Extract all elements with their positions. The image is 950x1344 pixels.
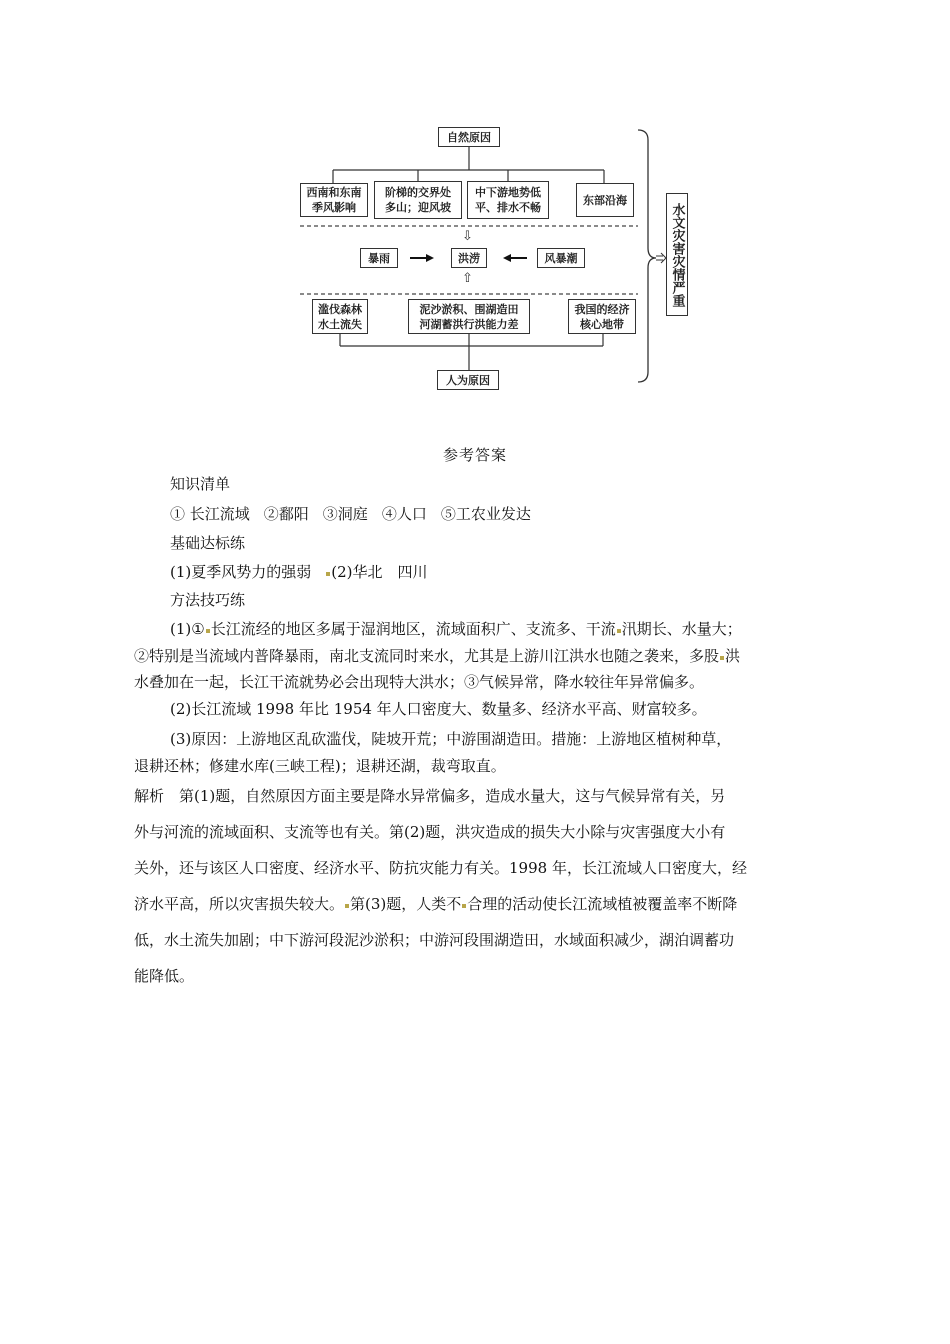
analysis-line4: 济水平高，所以灾害损失较大。 第(3)题，人类不 合理的活动使长江流域植被覆盖率不断降 <box>134 895 738 913</box>
analysis-line6: 能降低。 <box>134 967 195 985</box>
knowledge-item: ⑤工农业发达 <box>440 505 531 523</box>
flood-cause-diagram <box>0 0 950 400</box>
human-factor-deforestation: 滥伐森林 水土流失 <box>312 299 368 334</box>
stray-mark-icon <box>720 656 724 660</box>
knowledge-items <box>170 504 531 524</box>
section-basic: 基础达标练 <box>170 534 246 552</box>
human-cause-box: 人为原因 <box>437 370 499 390</box>
natural-factor-terrain: 阶梯的交界处 多山；迎风坡 <box>374 181 462 219</box>
method-q1-line3: 水叠加在一起，长江干流就势必会出现特大洪水；③气候异常，降水较往年异常偏多。 <box>134 673 705 691</box>
storm-surge-box: 风暴潮 <box>537 248 585 268</box>
rainstorm-box: 暴雨 <box>360 248 398 268</box>
answers-title: 参考答案 <box>442 446 507 464</box>
up-arrow-icon: ⇧ <box>462 271 473 286</box>
analysis-line2: 外与河流的流域面积、支流等也有关。第(2)题，洪灾造成的损失大小除与灾害强度大小有 <box>134 823 726 841</box>
human-factor-silt: 泥沙淤积、围湖造田 河湖蓄洪行洪能力差 <box>408 299 530 334</box>
method-q1-line1: (1)① 长江流经的地区多属于湿润地区，流域面积广、支流多、干流 汛期长、水量大； <box>170 620 742 638</box>
section-method: 方法技巧练 <box>170 591 246 609</box>
method-q1-line2: ②特别是当流域内普降暴雨，南北支流同时来水，尤其是上游川江洪水也随之袭来，多股 洪 <box>134 647 741 665</box>
knowledge-item: ① 长江流域 <box>170 505 250 523</box>
stray-mark-icon <box>345 904 349 908</box>
analysis-line5: 低，水土流失加剧；中下游河段泥沙淤积；中游河段围湖造田，水域面积减少，湖泊调蓄功 <box>134 931 735 949</box>
stray-mark-icon <box>617 629 621 633</box>
natural-cause-box: 自然原因 <box>438 127 500 147</box>
down-arrow-icon: ⇩ <box>462 229 473 244</box>
stray-mark-icon <box>326 572 330 576</box>
analysis-line3: 关外，还与该区人口密度、经济水平、防抗灾能力有关。1998 年，长江流域人口密度大，经 <box>134 859 747 877</box>
method-q3-line1: (3)原因：上游地区乱砍滥伐，陡坡开荒；中游围湖造田。措施：上游地区植树种草， <box>170 730 732 748</box>
natural-factor-coast: 东部沿海 <box>576 183 634 217</box>
method-q2: (2)长江流域 1998 年比 1954 年人口密度大、数量多、经济水平高、财富较多。 <box>170 700 707 718</box>
human-factor-economy: 我国的经济 核心地带 <box>568 299 636 334</box>
natural-factor-lowland: 中下游地势低 平、排水不畅 <box>467 181 549 219</box>
stray-mark-icon <box>462 904 466 908</box>
method-q3-line2: 退耕还林；修建水库(三峡工程)；退耕还湖，裁弯取直。 <box>134 757 506 775</box>
knowledge-item: ②鄱阳 <box>263 505 309 523</box>
analysis-line1: 解析 第(1)题，自然原因方面主要是降水异常偏多，造成水量大，这与气候异常有关，另 <box>134 787 726 805</box>
stray-mark-icon <box>206 629 210 633</box>
natural-factor-monsoon: 西南和东南 季风影响 <box>300 183 368 217</box>
knowledge-item: ③洞庭 <box>322 505 368 523</box>
flood-box: 洪涝 <box>451 248 487 268</box>
basic-answer: (1)夏季风势力的强弱 (2)华北 四川 <box>170 563 428 581</box>
section-knowledge: 知识清单 <box>170 475 231 493</box>
result-box: 水文灾害灾情严重 <box>666 193 688 316</box>
knowledge-item: ④人口 <box>381 505 427 523</box>
